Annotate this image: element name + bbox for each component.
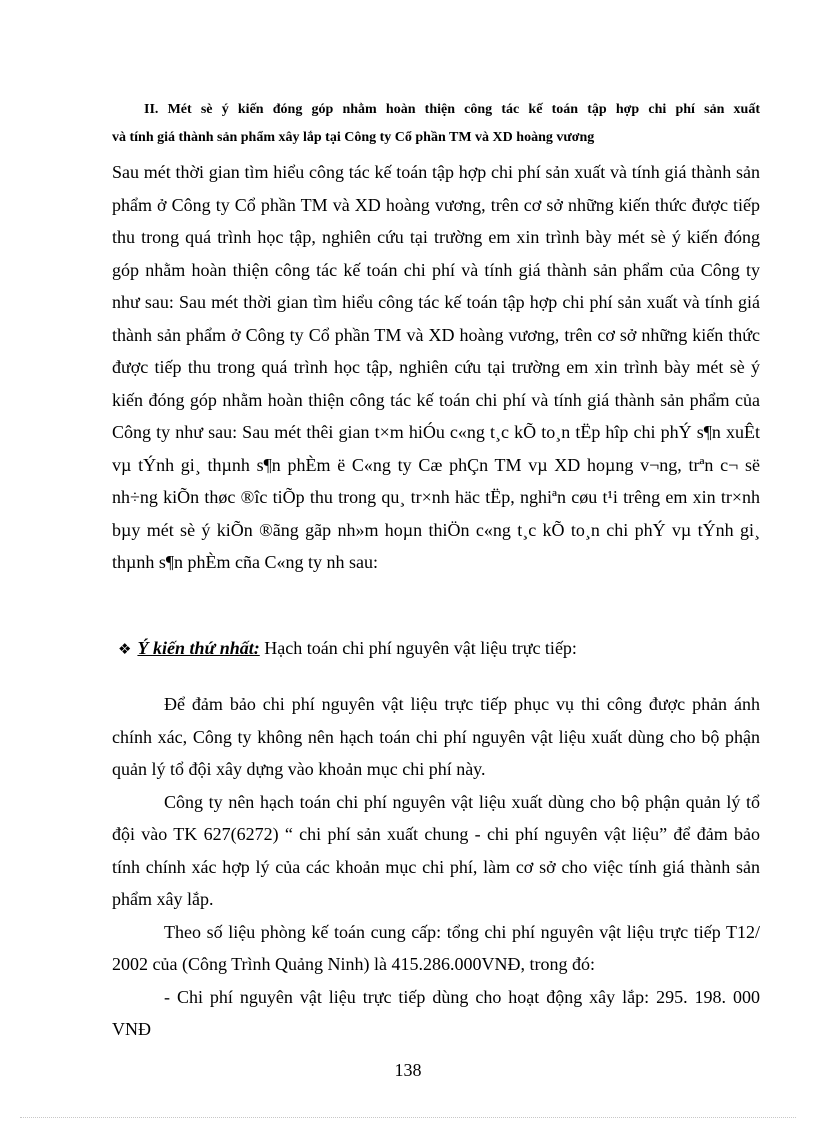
intro-paragraph: Sau mét thời gian tìm hiểu công tác kế toán tập hợp chi phí sản xuất và tính giá thành sản phẩm ở Công ty Cổ phần TM và XD hoàng vương, trên cơ sở những kiến thức được tiếp thu trong quá trình học tập, nghiên cứu tại trường em xin trình bày mét sè ý kiến đóng góp nhằm hoàn thiện công tác kế toán chi phí và tính giá thành sản phẩm của Công ty như sau: Sau mét thời gian tìm hiểu công tác kế toán tập hợp chi phí sản xuất và tính giá thành sản phẩm ở Công ty Cổ phần TM và XD hoàng vương, trên cơ sở những kiến thức được tiếp thu trong quá trình học tập, nghiên cứu tại trường em xin trình bày mét sè ý kiến đóng góp nhằm hoàn thiện công tác kế toán chi phí và tính giá thành sản phẩm của Công ty như sau: Sau mét thêi gian t×m hiÓu c«ng t¸c kÕ to¸n tËp hîp chi phÝ s¶n xuÊt vµ tÝnh gi¸ thµnh s¶n phÈm ë C«ng ty Cæ phÇn TM vµ XD hoµng v¬ng, trªn c¬ së nh÷ng kiÕn thøc ®îc tiÕp thu trong qu¸ tr×nh häc tËp, nghiªn cøu t¹i trêng em xin tr×nh bµy mét sè ý kiÕn ®ãng gãp nh»m hoµn thiÖn c«ng t¸c kÕ to¸n chi phÝ vµ tÝnh gi¸ thµnh s¶n phÈm cña C«ng ty nh sau: [112, 162, 760, 572]
body-paragraph-4: - Chi phí nguyên vật liệu trực tiếp dùng cho hoạt động xây lắp: 295. 198. 000 VNĐ [112, 986, 760, 1039]
opinion-body [112, 688, 760, 1046]
opinion-heading [118, 632, 760, 665]
section-heading [112, 96, 760, 152]
opinion-title: Hạch toán chi phí nguyên vật liệu trực tiếp: [259, 638, 577, 658]
body-paragraph-2: Công ty nên hạch toán chi phí nguyên vật liệu xuất dùng cho bộ phận quản lý tổ đội vào TK 627(6272) “ chi phí sản xuất chung - chi phí nguyên vật liệu” để đảm bảo tính chính xác hợp lý của các khoản mục chi phí, làm cơ sở cho việc tính giá thành sản phẩm xây lắp. [112, 791, 760, 909]
diamond-bullet-icon: ❖ [118, 640, 132, 658]
section-heading-line-1: II. Mét sè ý kiến đóng góp nhằm hoàn thiện công tác kế toán tập hợp chi phí sản xuất [144, 102, 760, 117]
section-heading-line-2: và tính giá thành sản phẩm xây lắp tại Công ty Cổ phần TM và XD hoàng vương [112, 130, 595, 145]
page-number: 138 [394, 1060, 422, 1080]
page-bottom-divider [20, 1117, 796, 1118]
body-paragraph-3: Theo số liệu phòng kế toán cung cấp: tổng chi phí nguyên vật liệu trực tiếp T12/ 2002 của (Công Trình Quảng Ninh) là 415.286.000VNĐ, trong đó: [112, 921, 760, 974]
opinion-lead: Ý kiến thứ nhất: [137, 638, 260, 658]
body-paragraph-1: Để đảm bảo chi phí nguyên vật liệu trực tiếp phục vụ thi công được phản ánh chính xác, Công ty không nên hạch toán chi phí nguyên vật liệu xuất dùng cho bộ phận quản lý tổ đội xây dựng vào khoản mục chi phí này. [112, 694, 760, 779]
